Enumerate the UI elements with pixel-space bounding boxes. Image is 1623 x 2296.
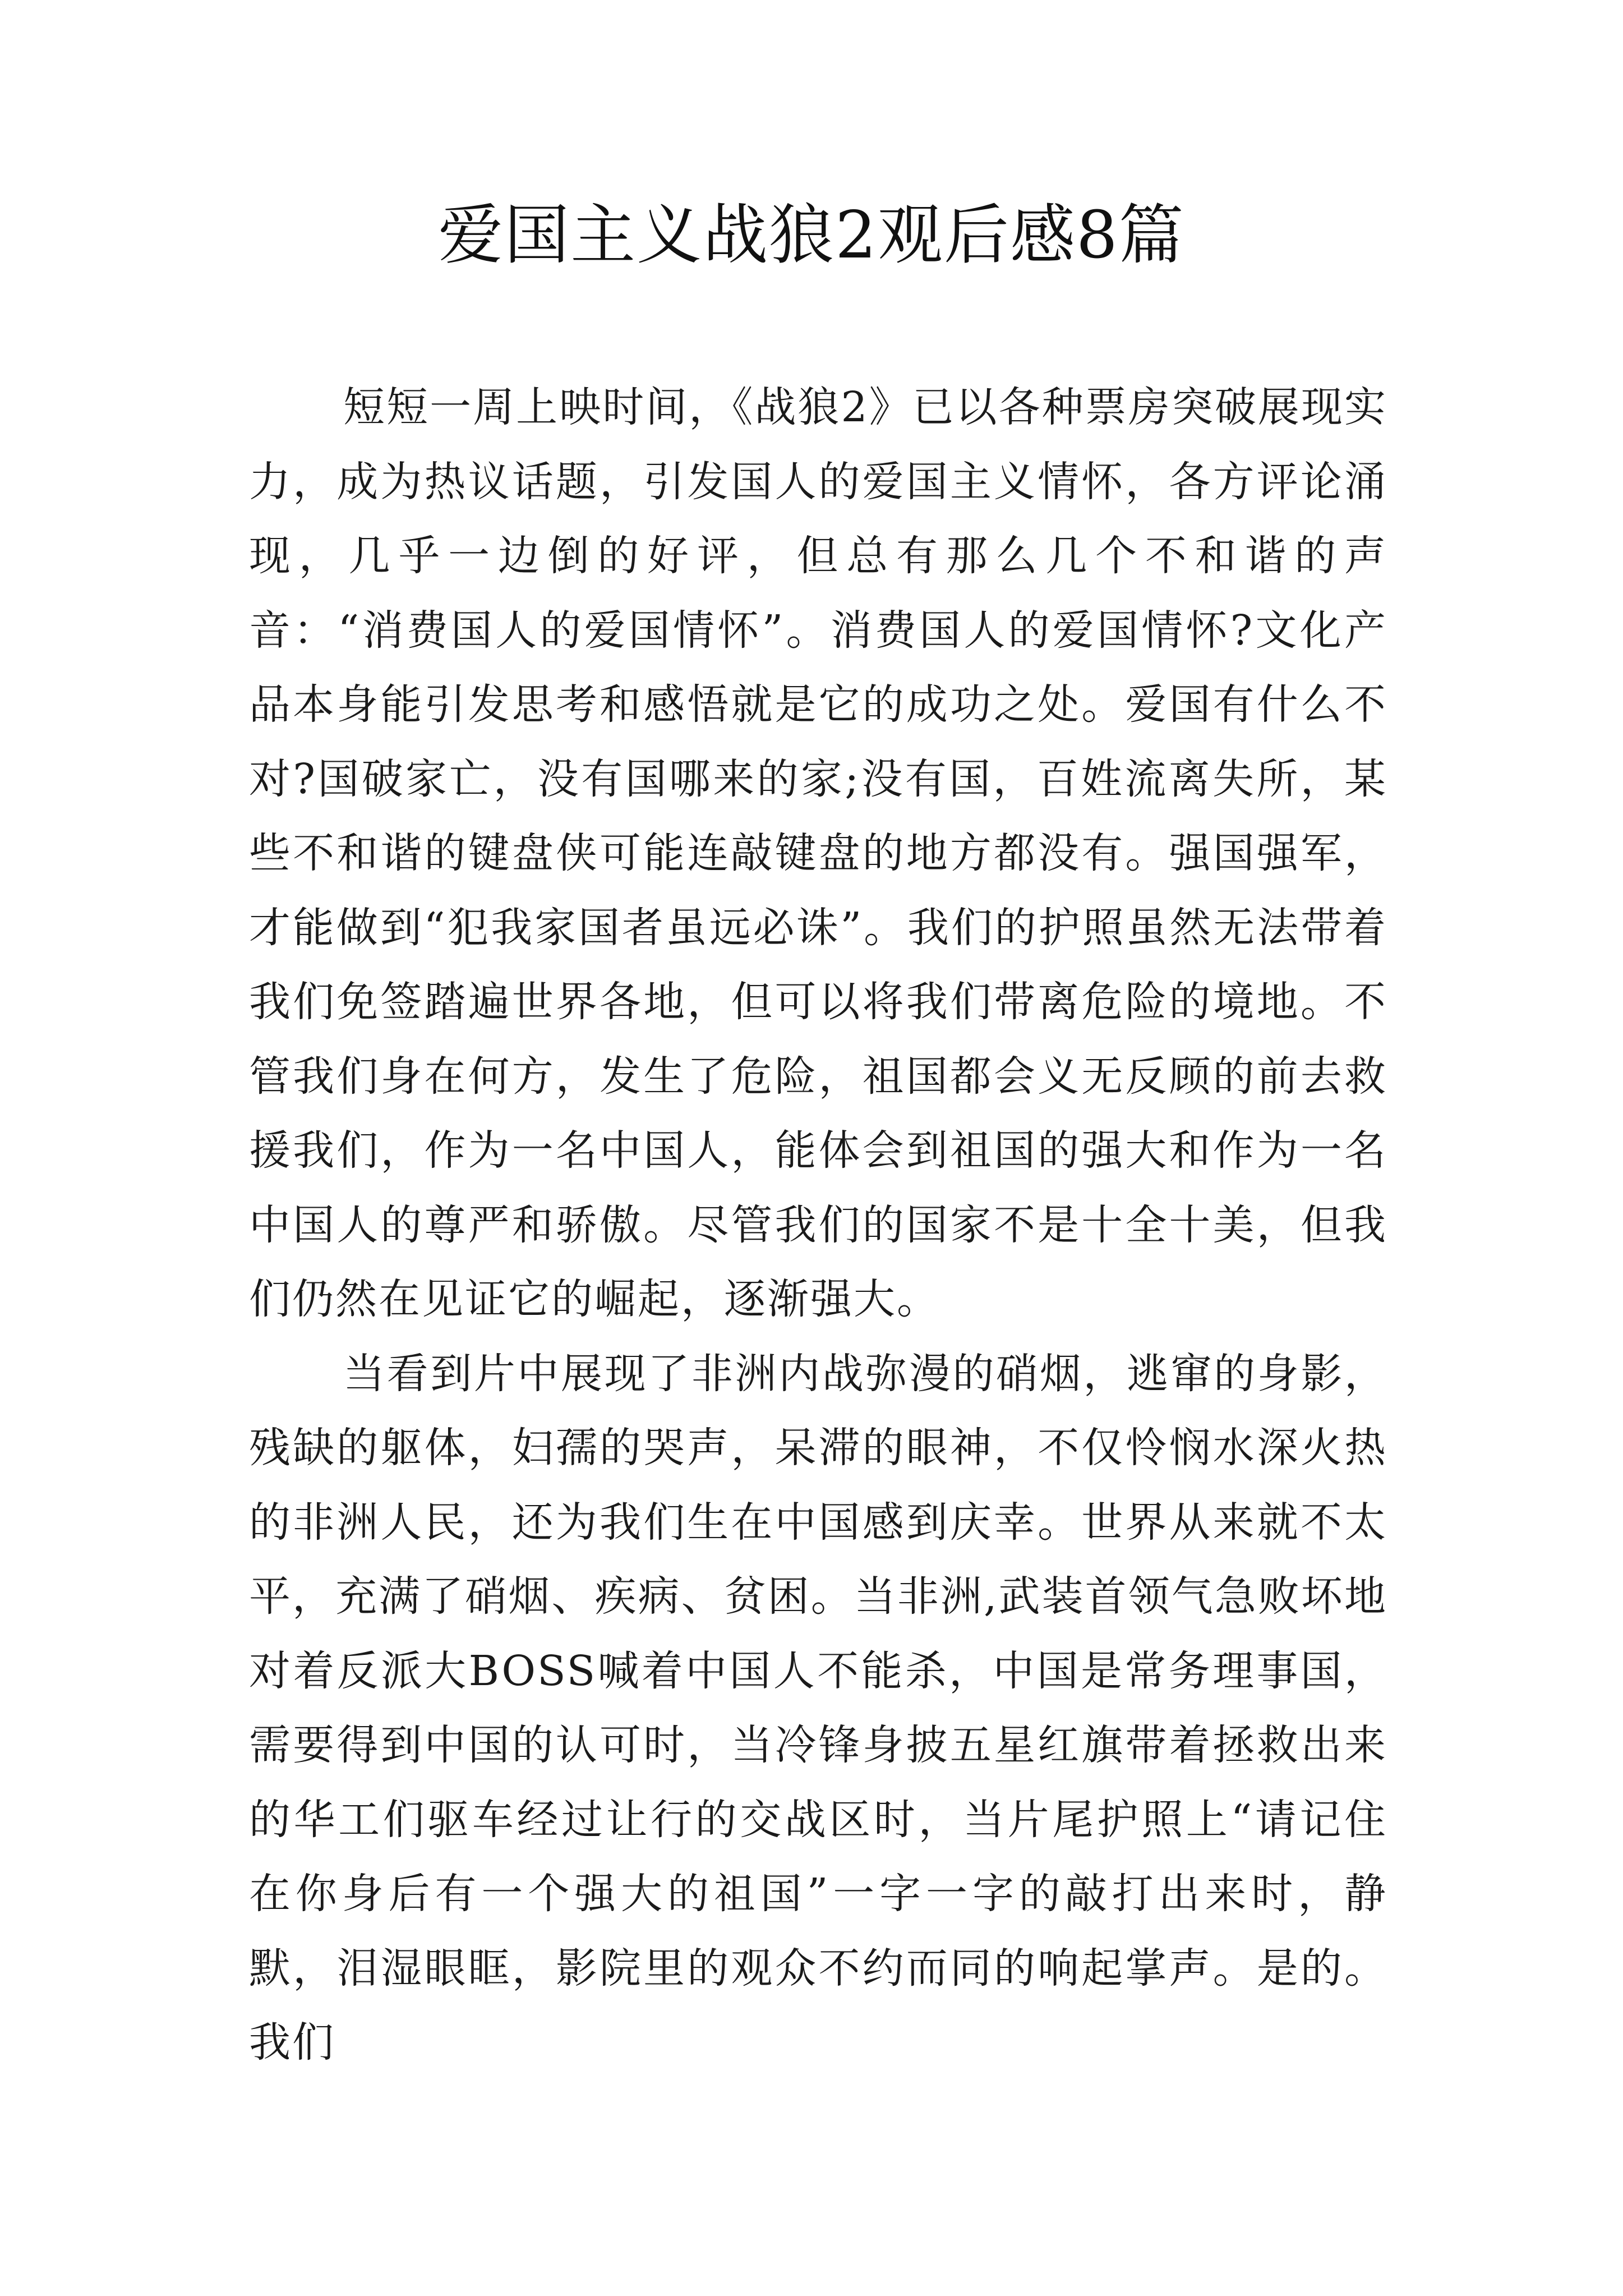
paragraph-2: 当看到片中展现了非洲内战弥漫的硝烟，逃窜的身影，残缺的躯体，妇孺的哭声，呆滞的眼神，不仅怜悯水深火热的非洲人民，还为我们生在中国感到庆幸。世界从来就不太平，充满了硝烟、疾病、贫困。当非洲,武装首领气急败坏地对着反派大BOSS喊着中国人不能杀，中国是常务理事国，需要得到中国的认可时，当冷锋身披五星红旗带着拯救出来的华工们驱车经过让行的交战区时，当片尾护照上“请记住在你身后有一个强大的祖国”一字一字的敲打出来时，静默，泪湿眼眶，影院里的观众不约而同的响起掌声。是的。我们 — [249, 1349, 1387, 2067]
paragraph-1: 短短一周上映时间，《战狼2》已以各种票房突破展现实力，成为热议话题，引发国人的爱国主义情怀，各方评论涌现，几乎一边倒的好评，但总有那么几个不和谐的声音：“消费国人的爱国情怀”。消费国人的爱国情怀?文化产品本身能引发思考和感悟就是它的成功之处。爱国有什么不对?国破家亡，没有国哪来的家;没有国，百姓流离失所，某些不和谐的键盘侠可能连敲键盘的地方都没有。强国强军，才能做到“犯我家国者虽远必诛”。我们的护照虽然无法带着我们免签踏遍世界各地，但可以将我们带离危险的境地。不管我们身在何方，发生了危险，祖国都会义无反顾的前去救援我们，作为一名中国人，能体会到祖国的强大和作为一名中国人的尊严和骄傲。尽管我们的国家不是十全十美，但我们仍然在见证它的崛起，逐渐强大。 — [249, 383, 1387, 1323]
document-title: 爱国主义战狼2观后感8篇 — [438, 197, 1185, 273]
document-body — [249, 370, 1387, 2080]
